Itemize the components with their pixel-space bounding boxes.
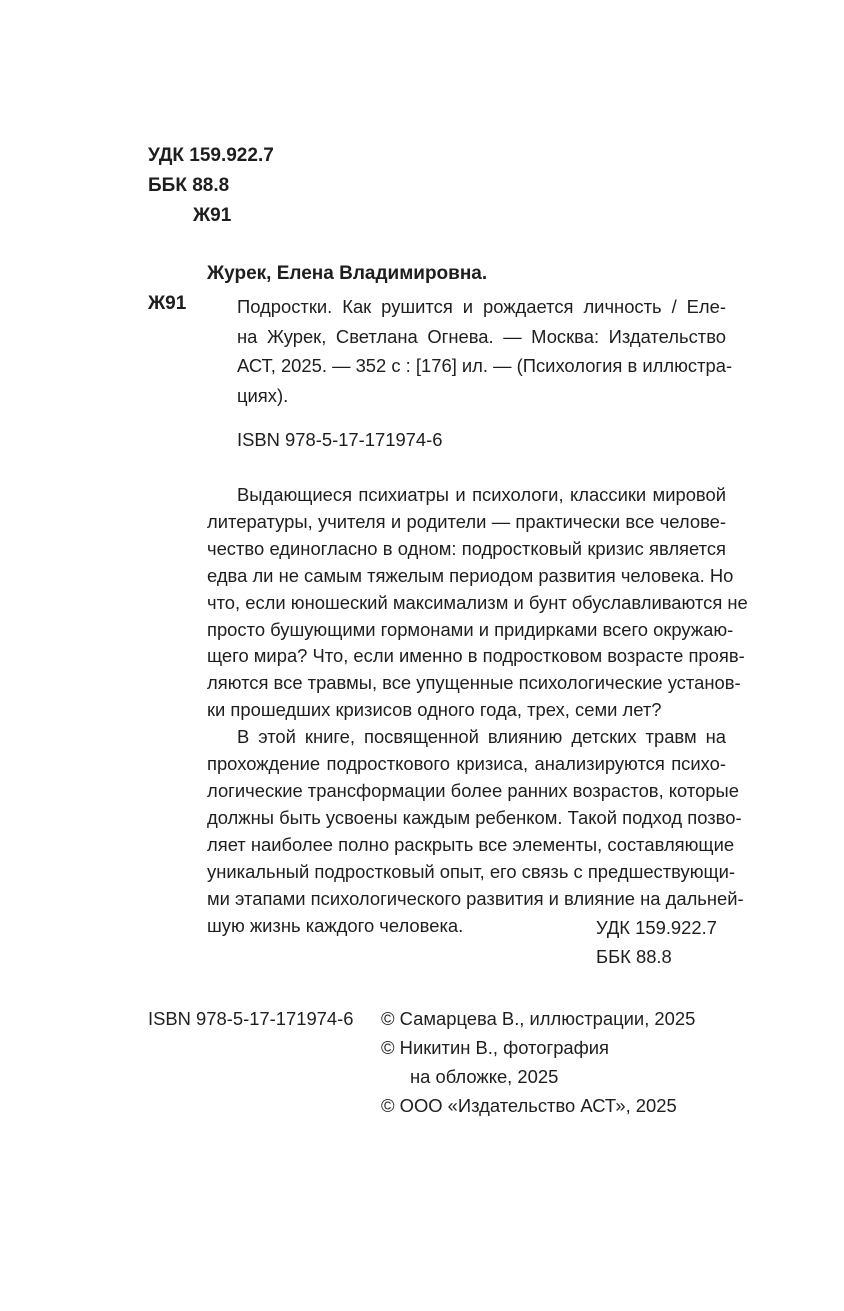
abstract-line: В этой книге, посвященной влиянию детских травм на — [237, 726, 726, 748]
entry-desc-line: на Журек, Светлана Огнева. — Москва: Издательство — [237, 325, 726, 347]
abstract-line: уникальный подростковый опыт, его связь с предшествующи- — [207, 860, 736, 882]
abstract-line: чество единогласно в одном: подростковый кризис является — [207, 537, 726, 559]
header-author-mark: Ж91 — [193, 205, 232, 226]
abstract — [207, 482, 748, 939]
entry-description — [237, 292, 733, 410]
abstract-line: должны быть усвоены каждым ребенком. Такой подход позво- — [207, 806, 742, 828]
codes-udk: УДК 159.922.7 — [596, 917, 717, 938]
entry-desc-line: Подростки. Как рушится и рождается личность / Еле- — [237, 296, 726, 317]
entry-desc-line: АСТ, 2025. — 352 с : [176] ил. — (Психология в иллюстра- — [237, 355, 733, 377]
entry-desc-line: циях). — [237, 384, 289, 406]
codes-bbk: ББК 88.8 — [596, 946, 672, 967]
abstract-line: что, если юношеский максимализм и бунт обуславливаются не — [207, 591, 748, 613]
abstract-line: прохождение подросткового кризиса, анализируются психо- — [207, 753, 726, 775]
entry-isbn: ISBN 978-5-17-171974-6 — [237, 429, 443, 450]
abstract-line: ки прошедших кризисов одного года, трех, семи лет? — [207, 699, 662, 721]
abstract-line: логические трансформации более ранних возрастов, которые — [207, 779, 739, 801]
header-udk: УДК 159.922.7 — [148, 145, 274, 166]
copyright-illustrations: © Самарцева В., иллюстрации, 2025 — [381, 1008, 696, 1029]
abstract-line: литературы, учителя и родители — практически все челове- — [207, 510, 726, 532]
abstract-line: просто бушующими гормонами и придирками всего окружаю- — [207, 618, 734, 640]
abstract-line: ляются все травмы, все упущенные психологические установ- — [207, 672, 741, 694]
entry-mark: Ж91 — [148, 293, 187, 314]
abstract-line: шую жизнь каждого человека. — [207, 914, 464, 936]
abstract-line: щего мира? Что, если именно в подростковом возрасте прояв- — [207, 645, 745, 667]
abstract-line: ляет наиболее полно раскрыть все элементы, составляющие — [207, 833, 735, 855]
copyright-photo: © Никитин В., фотография — [381, 1037, 610, 1058]
entry-author: Журек, Елена Владимировна. — [207, 263, 488, 284]
footer-isbn: ISBN 978-5-17-171974-6 — [148, 1008, 354, 1029]
header-bbk: ББК 88.8 — [148, 175, 230, 196]
abstract-line: едва ли не самым тяжелым периодом развития человека. Но — [207, 564, 734, 586]
copyright-photo-cont: на обложке, 2025 — [410, 1066, 559, 1087]
abstract-line: Выдающиеся психиатры и психологи, классики мировой — [237, 484, 726, 505]
abstract-line: ми этапами психологического развития и влияние на дальней- — [207, 887, 744, 909]
copyright-publisher: © ООО «Издательство АСТ», 2025 — [381, 1095, 677, 1116]
